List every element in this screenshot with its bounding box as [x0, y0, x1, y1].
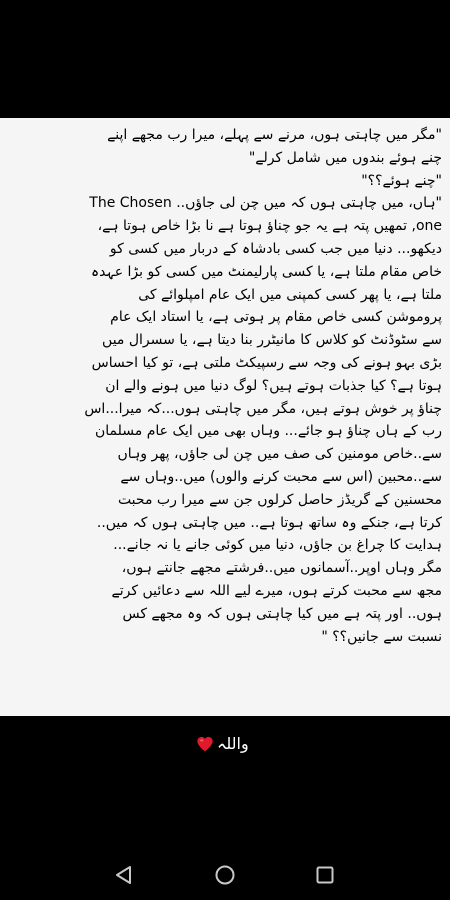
triangle-back-icon [113, 864, 135, 886]
post-line: سے..خاص مومنین کی صف میں چن لی جاؤں، پھر وہاں [117, 446, 442, 463]
post-line: one, تمھیں پتہ ہے یہ جو چناؤ ہوتا ہے نا بڑا خاص ہوتا ہے، [97, 218, 442, 235]
post-line: بڑی بہو ہونے کی وجہ سے رسپیکٹ ملتی ہے، تو کیا احساس [91, 354, 442, 371]
post-image-text-card [0, 118, 450, 716]
post-line: سے سٹوڈنٹ کو کلاس کا مانیٹرر بنا دیتا ہے، یا سسرال میں [102, 332, 442, 349]
post-line: کرتا ہے، جنکے وہ ساتھ ہوتا ہے.. میں چاہتی ہوں کہ میں.. [96, 514, 442, 531]
post-line: پروموشن کسی خاص مقام پر ہوتی ہے، یا استاد ایک عام [110, 309, 442, 326]
post-line: ہوں.. اور پتہ ہے میں کیا چاہتی ہوں کہ وہ مجھے کس [122, 605, 442, 622]
post-line: ہوتا ہے؟ کیا جذبات ہوتے ہیں؟ لوگ دنیا میں ہونے والے ان [105, 377, 442, 394]
android-navigation-bar [0, 846, 450, 900]
post-line: مجھ سے محبت کرتے ہوں، میرے لیے اللہ سے دعائیں کرتے [111, 582, 442, 599]
post-line: مگر وہاں اوپر..آسمانوں میں..فرشتے مجھے جانتے ہوں، [121, 560, 442, 577]
back-button[interactable] [111, 862, 137, 888]
post-line: دیکھو... دنیا میں جب کسی بادشاہ کے دربار میں کسی کو [109, 240, 442, 257]
post-line: نسبت سے جانیں؟؟ " [321, 628, 442, 645]
post-line: ہدایت کا چراغ بن جاؤں، دنیا میں کوئی جانے یا نہ جانے... [113, 537, 442, 554]
post-line: خاص مقام ملتا ہے، یا کسی پارلیمنٹ میں کسی کو بڑا عہدہ [90, 263, 442, 280]
circle-home-icon [214, 864, 236, 886]
home-button[interactable] [212, 862, 238, 888]
post-line: چنے ہوئے بندوں میں شامل کرلے" [248, 149, 442, 166]
top-black-area [0, 0, 450, 118]
recents-button[interactable] [312, 862, 338, 888]
post-text [8, 124, 442, 648]
post-line: چناؤ پر خوش ہوتے ہیں، مگر میں چاہتی ہوں...کہ میرا...اس [84, 400, 442, 417]
post-line: "ہاں، میں چاہتی ہوں کہ میں چن لی جاؤں.. The Chosen [89, 195, 442, 212]
post-line: محسنین کے گریڈز حاصل کرلوں جن سے میرا رب محبت [117, 491, 442, 508]
square-recents-icon [314, 864, 336, 886]
post-line: سے..محبین (اس سے محبت کرنے والوں) میں..وہاں سے [120, 468, 442, 485]
post-line: "مگر میں چاہتی ہوں، مرنے سے پہلے، میرا رب مجھے اپنے [107, 127, 442, 143]
post-caption [196, 732, 249, 756]
heart-icon [196, 736, 214, 752]
caption-text: واللہ [217, 734, 249, 753]
post-line: "چنے ہوئے؟؟" [361, 172, 442, 189]
post-line: ملتا ہے، یا پھر کسی کمپنی میں ایک عام امپلوائے کی [138, 286, 442, 303]
post-line: رب کے ہاں چناؤ ہو جائے... وہاں بھی میں ایک عام مسلمان [95, 423, 442, 440]
